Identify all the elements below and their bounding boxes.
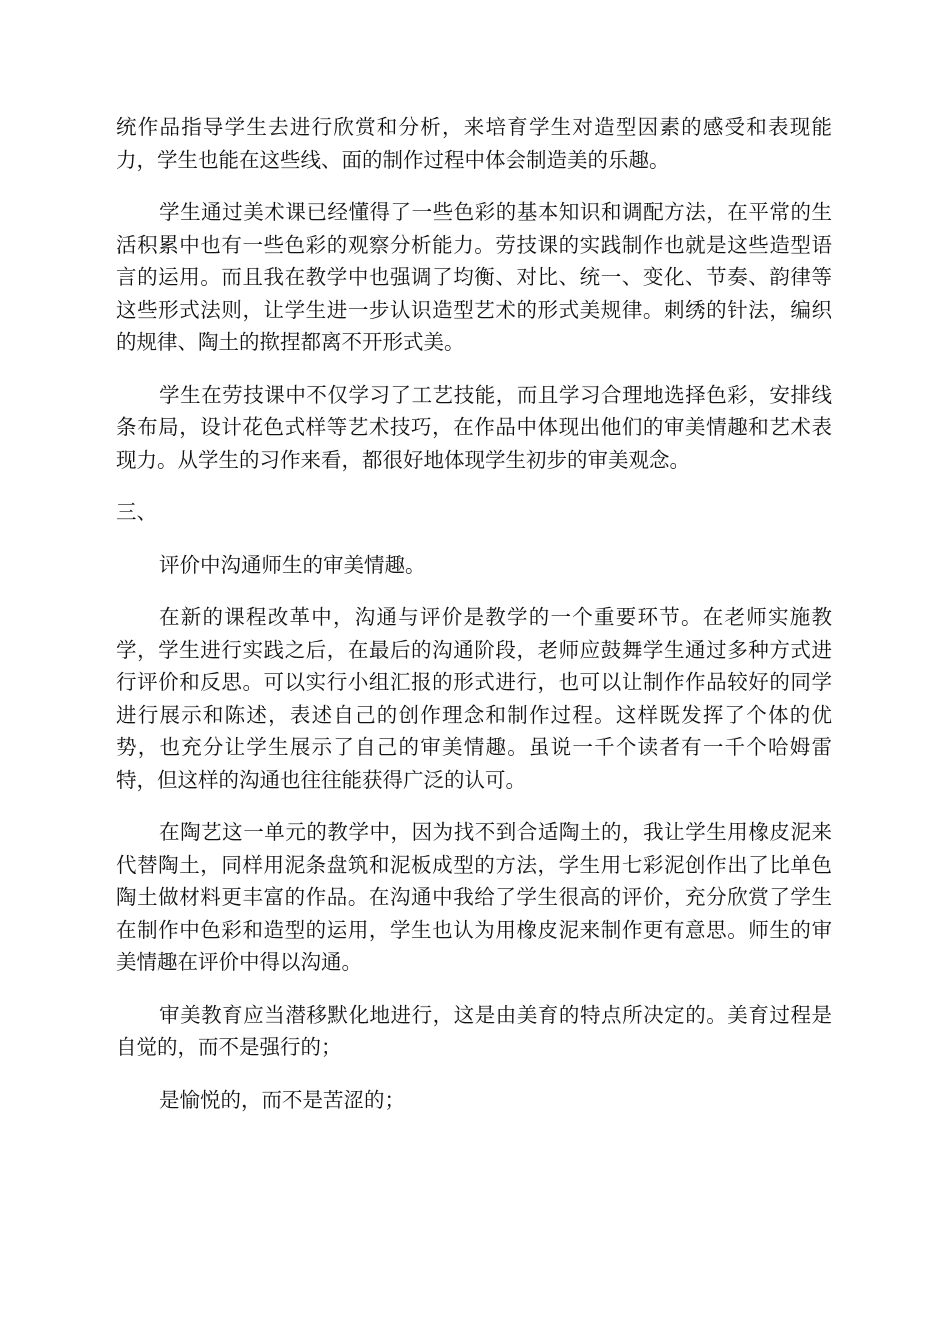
- paragraph-pottery-unit: 在陶艺这一单元的教学中，因为找不到合适陶土的，我让学生用橡皮泥来代替陶土，同样用泥条盘筑和泥板成型的方法，学生用七彩泥创作出了比单色陶土做材料更丰富的作品。在沟通中我给了学生很高的评价，充分欣赏了学生在制作中色彩和造型的运用，学生也认为用橡皮泥来制作更有意思。师生的审美情趣在评价中得以沟通。: [116, 820, 832, 974]
- paragraph-curriculum-reform: 在新的课程改革中，沟通与评价是教学的一个重要环节。在老师实施教学，学生进行实践之后，在最后的沟通阶段，老师应鼓舞学生通过多种方式进行评价和反思。可以实行小组汇报的形式进行，也可以让制作作品较好的同学进行展示和陈述，表述自己的创作理念和制作过程。这样既发挥了个体的优势，也充分让学生展示了自己的审美情趣。虽说一千个读者有一千个哈姆雷特，但这样的沟通也往往能获得广泛的认可。: [116, 605, 832, 792]
- paragraph-pleasant: 是愉悦的，而不是苦涩的；: [159, 1087, 406, 1112]
- section-title-evaluation: 评价中沟通师生的审美情趣。: [159, 552, 426, 577]
- paragraph-continuation: 统作品指导学生去进行欣赏和分析，来培育学生对造型因素的感受和表现能力，学生也能在这些线、面的制作过程中体会制造美的乐趣。: [116, 115, 832, 172]
- section-heading-three: 三、: [116, 500, 157, 524]
- paragraph-aesthetic-education: 审美教育应当潜移默化地进行，这是由美育的特点所决定的。美育过程是自觉的，而不是强行的；: [116, 1002, 832, 1059]
- paragraph-color-knowledge: 学生通过美术课已经懂得了一些色彩的基本知识和调配方法，在平常的生活积累中也有一些色彩的观察分析能力。劳技课的实践制作也就是这些造型语言的运用。而且我在教学中也强调了均衡、对比、统一、变化、节奏、韵律等这些形式法则，让学生进一步认识造型艺术的形式美规律。刺绣的针法，编织的规律、陶土的揿捏都离不开形式美。: [116, 200, 832, 354]
- paragraph-craft-skills: 学生在劳技课中不仅学习了工艺技能，而且学习合理地选择色彩，安排线条布局，设计花色式样等艺术技巧，在作品中体现出他们的审美情趣和艺术表现力。从学生的习作来看，都很好地体现学生初步的审美观念。: [116, 382, 832, 472]
